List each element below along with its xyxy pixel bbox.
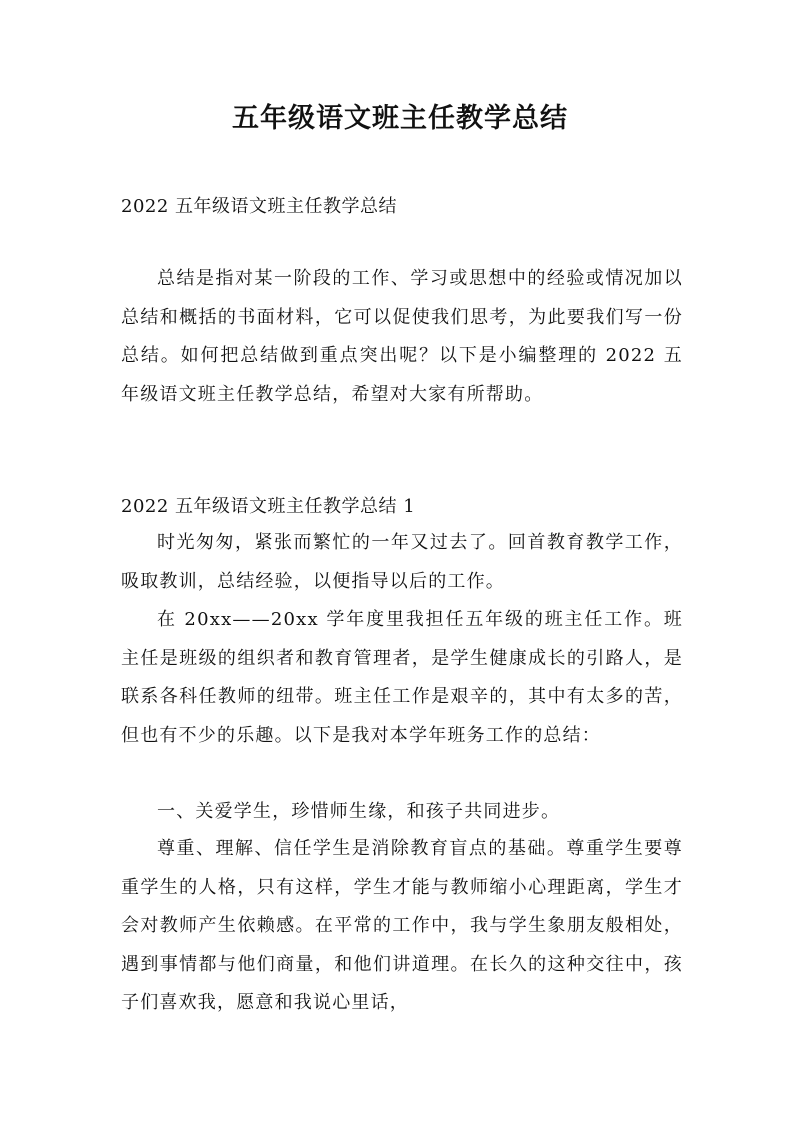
document-subtitle: 2022 五年级语文班主任教学总结 [121, 196, 398, 217]
body-paragraph-3: 一、关爱学生，珍惜师生缘，和孩子共同进步。 [157, 801, 561, 822]
body-paragraph-4: 尊重、理解、信任学生是消除教育盲点的基础。尊重学生要尊重学生的人格，只有这样，学生才能与教师缩小心理距离，学生才会对教师产生依赖感。在平常的工作中，我与学生象朋友般相处，遇到事情都与他们商量，和他们讲道理。在长久的这种交往中，孩子们喜欢我，愿意和我说心里话， [121, 838, 683, 1013]
section-heading: 2022 五年级语文班主任教学总结 1 [121, 496, 416, 517]
body-paragraph-2: 在 20xx——20xx 学年度里我担任五年级的班主任工作。班主任是班级的组织者和教育管理者，是学生健康成长的引路人，是联系各科任教师的纽带。班主任工作是艰辛的，其中有太多的苦，但也有不少的乐趣。以下是我对本学年班务工作的总结： [121, 609, 683, 746]
body-paragraph-1: 时光匆匆，紧张而繁忙的一年又过去了。回首教育教学工作，吸取教训，总结经验，以便指导以后的工作。 [121, 532, 683, 592]
document-title: 五年级语文班主任教学总结 [232, 103, 568, 134]
intro-paragraph: 总结是指对某一阶段的工作、学习或思想中的经验或情况加以总结和概括的书面材料，它可以促使我们思考，为此要我们写一份总结。如何把总结做到重点突出呢？以下是小编整理的 2022 五年级语文班主任教学总结，希望对大家有所帮助。 [121, 268, 683, 405]
